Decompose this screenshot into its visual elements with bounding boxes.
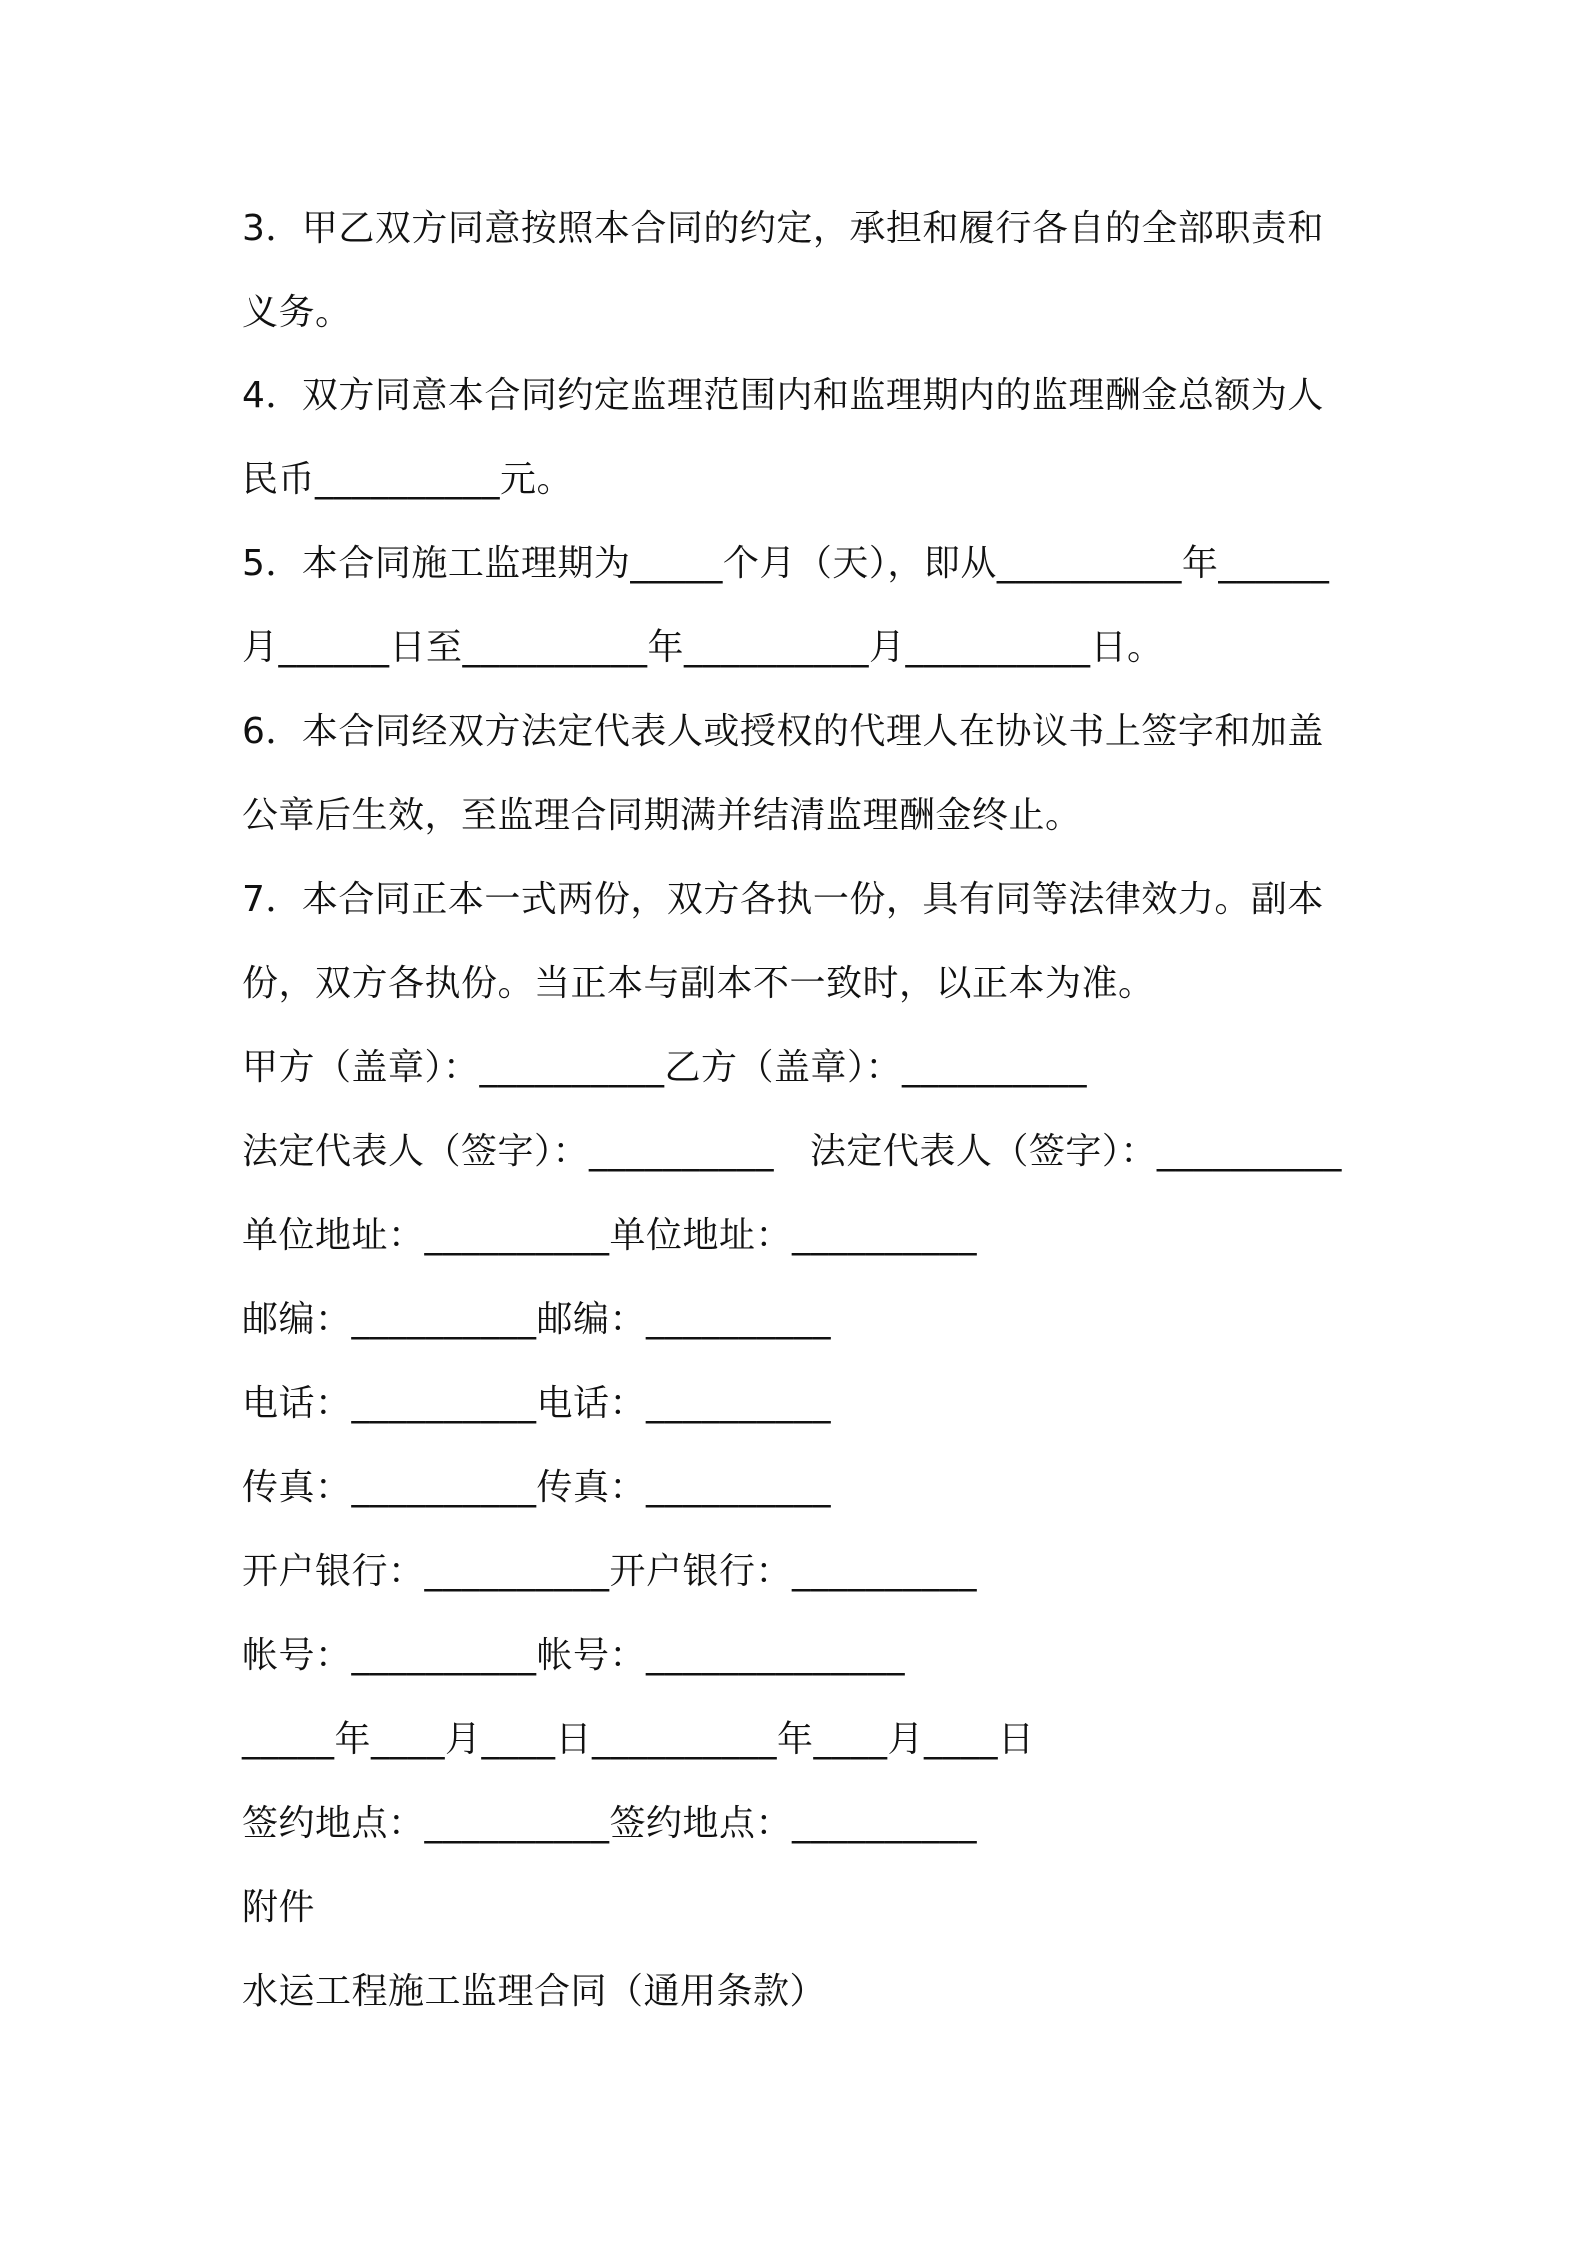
clause-4-line-2: 民币__________元。 <box>242 459 574 500</box>
date-line: _____年____月____日__________年____月____日 <box>242 1719 1035 1760</box>
account-line: 帐号：__________帐号：______________ <box>242 1635 906 1676</box>
fax-line: 传真：__________传真：__________ <box>242 1467 832 1508</box>
bank-line: 开户银行：__________开户银行：__________ <box>242 1551 978 1592</box>
signing-place-line: 签约地点：__________签约地点：__________ <box>242 1803 978 1844</box>
attachment-title: 水运工程施工监理合同（通用条款） <box>242 1971 827 2012</box>
legal-representative-line: 法定代表人（签字）：__________ 法定代表人（签字）：__________ <box>242 1131 1342 1172</box>
postcode-line: 邮编：__________邮编：__________ <box>242 1299 832 1340</box>
clause-6-line-2: 公章后生效，至监理合同期满并结清监理酬金终止。 <box>242 795 1082 836</box>
phone-line: 电话：__________电话：__________ <box>242 1383 832 1424</box>
clause-3-line-2: 义务。 <box>242 292 352 333</box>
clause-7-line-1: 7．本合同正本一式两份，双方各执一份，具有同等法律效力。副本 <box>242 879 1324 920</box>
attachment-label: 附件 <box>242 1887 316 1928</box>
clause-7-line-2: 份，双方各执份。当正本与副本不一致时，以正本为准。 <box>242 963 1155 1004</box>
clause-4-line-1: 4．双方同意本合同约定监理范围内和监理期内的监理酬金总额为人 <box>242 375 1324 416</box>
clause-3-line-1: 3．甲乙双方同意按照本合同的约定，承担和履行各自的全部职责和 <box>242 208 1324 249</box>
clause-5-line-1: 5．本合同施工监理期为_____个月（天），即从__________年______ <box>242 543 1330 584</box>
clause-6-line-1: 6．本合同经双方法定代表人或授权的代理人在协议书上签字和加盖 <box>242 711 1324 752</box>
address-line: 单位地址：__________单位地址：__________ <box>242 1215 978 1256</box>
seal-line: 甲方（盖章）：__________乙方（盖章）：__________ <box>242 1047 1088 1088</box>
clause-5-line-2: 月______日至__________年__________月__________日。 <box>242 627 1164 668</box>
